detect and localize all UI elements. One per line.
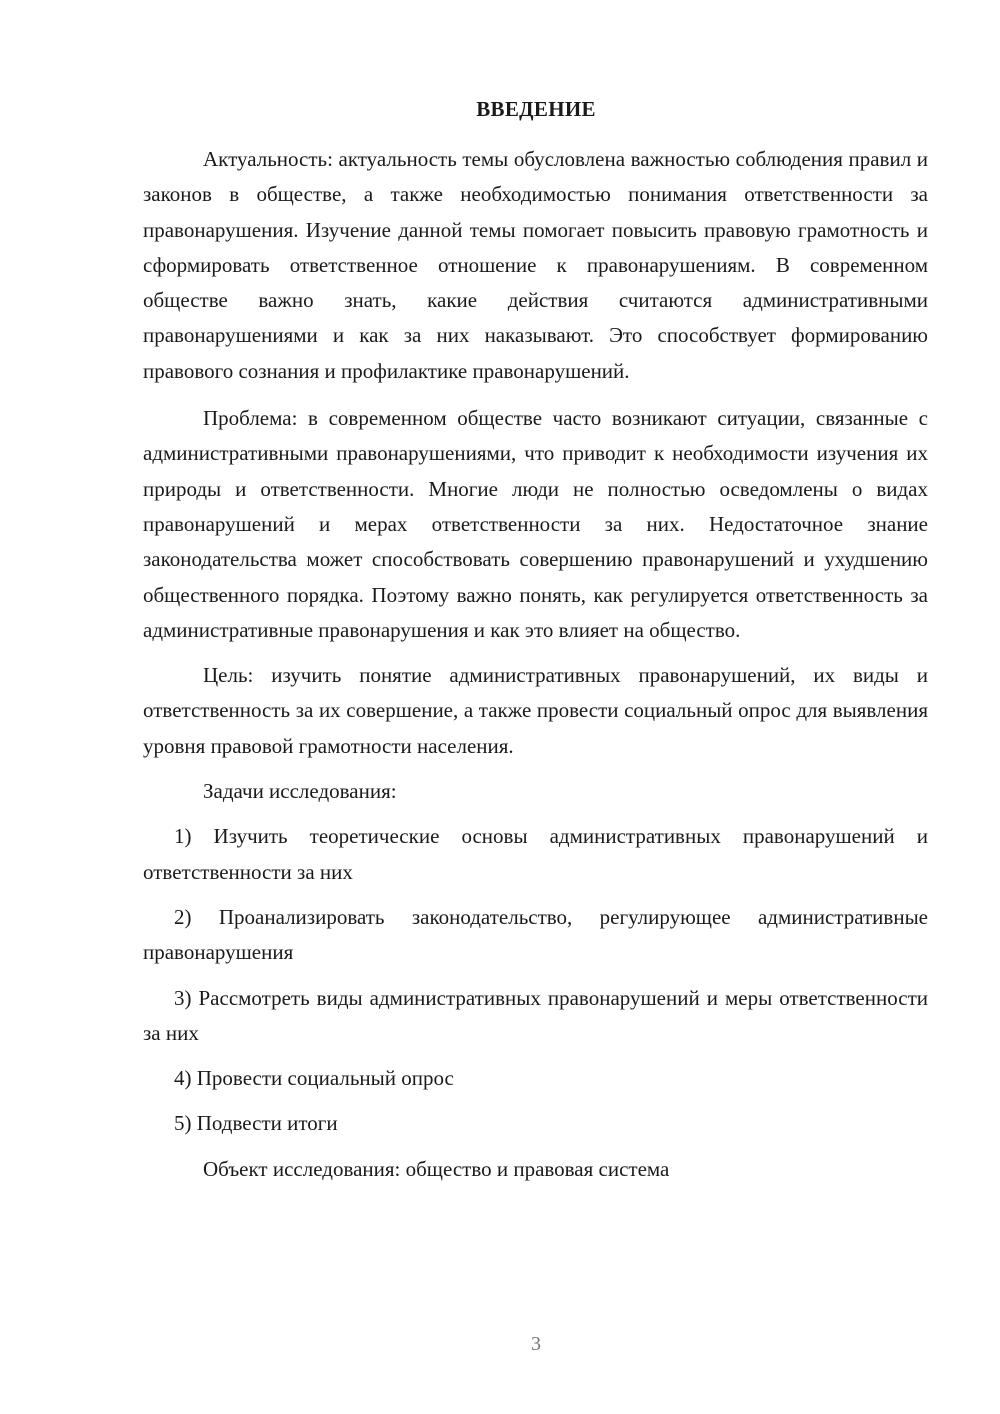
page-title: ВВЕДЕНИЕ	[476, 97, 596, 121]
paragraph-goal: Цель: изучить понятие административных правонарушений, их виды и ответственность за их совершение, а также провести социальный опрос для выявления уровня правовой грамотности населения.	[143, 663, 928, 758]
page-number: 3	[531, 1333, 541, 1355]
task-item-5: 5) Подвести итоги	[174, 1111, 338, 1136]
paragraph-research-object: Объект исследования: общество и правовая система	[203, 1156, 670, 1181]
task-item-3: 3) Рассмотреть виды административных правонарушений и меры ответственности за них	[143, 985, 928, 1045]
task-item-1: 1) Изучить теоретические основы административных правонарушений и ответственности за них	[143, 824, 928, 884]
task-item-4: 4) Провести социальный опрос	[174, 1066, 454, 1091]
task-item-2: 2) Проанализировать законодательство, регулирующее административные правонарушения	[143, 904, 928, 965]
paragraph-problem: Проблема: в современном обществе часто возникают ситуации, связанные с административными правонарушениями, что приводит к необходимости изучения их природы и ответственности. Многие люди не полностью осведомлены о видах правонарушений и мерах ответственности за них. Недостаточное знание законодательства может способствовать совершению правонарушений и ухудшению общественного порядка. Поэтому важно понять, как регулируется ответственность за административные правонарушения и как это влияет на общество.	[143, 406, 928, 642]
document-body	[143, 142, 928, 1197]
paragraph-relevance: Актуальность: актуальность темы обусловлена важностью соблюдения правил и законов в обществе, а также необходимостью понимания ответственности за правонарушения. Изучение данной темы помогает повысить правовую грамотность и сформировать ответственное отношение к правонарушениям. В современном обществе важно знать, какие действия считаются административными правонарушениями и как за них наказывают. Это способствует формированию правового сознания и профилактике правонарушений.	[143, 147, 928, 383]
paragraph-tasks-heading: Задачи исследования:	[203, 779, 397, 804]
